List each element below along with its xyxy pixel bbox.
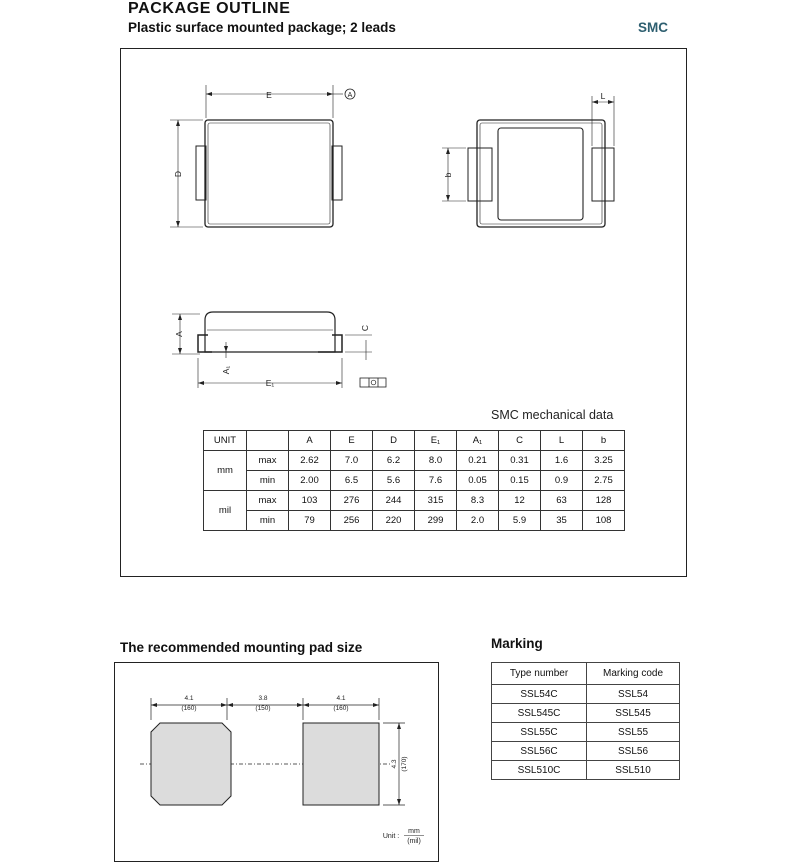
type-number-cell: SSL54C [492, 685, 587, 704]
value-cell: 103 [289, 491, 331, 511]
dim-label-c: C [360, 324, 370, 332]
value-cell: 220 [373, 511, 415, 531]
table-row [492, 742, 680, 761]
value-cell: 108 [583, 511, 625, 531]
marking-code-cell: SSL56 [587, 742, 680, 761]
unit-cell: mil [204, 491, 247, 531]
package-name: SMC [638, 20, 668, 35]
value-cell: 0.15 [499, 471, 541, 491]
dim-label-d: D [173, 170, 183, 178]
value-cell: 5.9 [499, 511, 541, 531]
pad-dim-1-mil: (160) [181, 705, 197, 712]
table-header-cell: C [499, 431, 541, 451]
dim-label-e: E [266, 90, 272, 100]
pad-dim-1-mm: 4.1 [184, 695, 194, 702]
table-row [492, 704, 680, 723]
value-cell: 0.9 [541, 471, 583, 491]
mounting-pad-left [151, 723, 231, 805]
unit-cell: mm [204, 451, 247, 491]
value-cell: 63 [541, 491, 583, 511]
marking-code-cell: SSL545 [587, 704, 680, 723]
dim-label-b: b [443, 172, 453, 178]
value-cell: 256 [331, 511, 373, 531]
pad-dim-2-mil: (150) [255, 705, 271, 712]
value-cell: 315 [415, 491, 457, 511]
value-cell: 7.0 [331, 451, 373, 471]
value-cell: 2.75 [583, 471, 625, 491]
value-cell: 35 [541, 511, 583, 531]
value-cell: 299 [415, 511, 457, 531]
marking-code-cell: SSL55 [587, 723, 680, 742]
bottom-view-pad [498, 128, 583, 220]
bottom-view-lead-right [592, 148, 614, 201]
value-cell: 128 [583, 491, 625, 511]
type-number-cell: SSL56C [492, 742, 587, 761]
table-header-cell: UNIT [204, 431, 247, 451]
value-cell: 3.25 [583, 451, 625, 471]
unit-numerator: mm [408, 828, 420, 835]
table-header-row [492, 663, 680, 685]
pad-height-mil: (170) [401, 756, 408, 772]
table-row [204, 491, 625, 511]
pad-dim-2-mm: 3.8 [258, 695, 268, 702]
table-row [492, 723, 680, 742]
marking-title: Marking [491, 636, 543, 651]
table-header-cell: Marking code [587, 663, 680, 685]
table-header-row [204, 431, 625, 451]
top-view-body [205, 120, 333, 227]
value-cell: 1.6 [541, 451, 583, 471]
mechanical-data-table [203, 430, 625, 531]
mounting-pad-right [303, 723, 379, 805]
table-header-cell: L [541, 431, 583, 451]
value-cell: 12 [499, 491, 541, 511]
table-header-cell: E [331, 431, 373, 451]
table-header-cell: Type number [492, 663, 587, 685]
marking-code-cell: SSL54 [587, 685, 680, 704]
dim-label-l: L [600, 91, 606, 101]
type-number-cell: SSL55C [492, 723, 587, 742]
table-header-cell: E₁ [415, 431, 457, 451]
value-cell: 2.62 [289, 451, 331, 471]
type-number-cell: SSL545C [492, 704, 587, 723]
value-cell: 6.5 [331, 471, 373, 491]
page-title: PACKAGE OUTLINE [128, 0, 291, 17]
value-cell: 79 [289, 511, 331, 531]
table-header-cell: A [289, 431, 331, 451]
page-subtitle: Plastic surface mounted package; 2 leads [128, 20, 396, 35]
pad-dim-3-mm: 4.1 [336, 695, 346, 702]
value-cell: 6.2 [373, 451, 415, 471]
limit-cell: max [247, 451, 289, 471]
marking-table [491, 662, 680, 780]
value-cell: 2.0 [457, 511, 499, 531]
table-row [204, 451, 625, 471]
mechanical-table-caption: SMC mechanical data [491, 408, 614, 422]
table-row [492, 761, 680, 780]
tolerance-frame [360, 378, 386, 387]
mounting-pad-title: The recommended mounting pad size [120, 640, 363, 655]
datum-label: A [347, 92, 353, 99]
limit-cell: min [247, 511, 289, 531]
value-cell: 0.05 [457, 471, 499, 491]
pad-height-mm: 4.3 [391, 759, 398, 769]
bottom-view-body [477, 120, 605, 227]
side-view-lead-right [318, 335, 342, 352]
unit-denominator: (mil) [407, 838, 421, 845]
value-cell: 276 [331, 491, 373, 511]
dim-label-e1: E₁ [265, 378, 275, 388]
table-header-cell: D [373, 431, 415, 451]
table-row [204, 511, 625, 531]
dim-label-a1: A₁ [221, 365, 231, 375]
pad-dim-3-mil: (160) [333, 705, 349, 712]
value-cell: 8.0 [415, 451, 457, 471]
value-cell: 8.3 [457, 491, 499, 511]
value-cell: 0.31 [499, 451, 541, 471]
limit-cell: min [247, 471, 289, 491]
table-header-cell [247, 431, 289, 451]
table-row [492, 685, 680, 704]
limit-cell: max [247, 491, 289, 511]
value-cell: 0.21 [457, 451, 499, 471]
value-cell: 244 [373, 491, 415, 511]
type-number-cell: SSL510C [492, 761, 587, 780]
unit-label: Unit : [382, 833, 400, 840]
value-cell: 5.6 [373, 471, 415, 491]
value-cell: 2.00 [289, 471, 331, 491]
value-cell: 7.6 [415, 471, 457, 491]
mounting-pad-drawing [0, 660, 440, 851]
table-header-cell: b [583, 431, 625, 451]
table-row [204, 471, 625, 491]
marking-code-cell: SSL510 [587, 761, 680, 780]
dim-label-a: A [174, 331, 184, 337]
table-header-cell: A₁ [457, 431, 499, 451]
